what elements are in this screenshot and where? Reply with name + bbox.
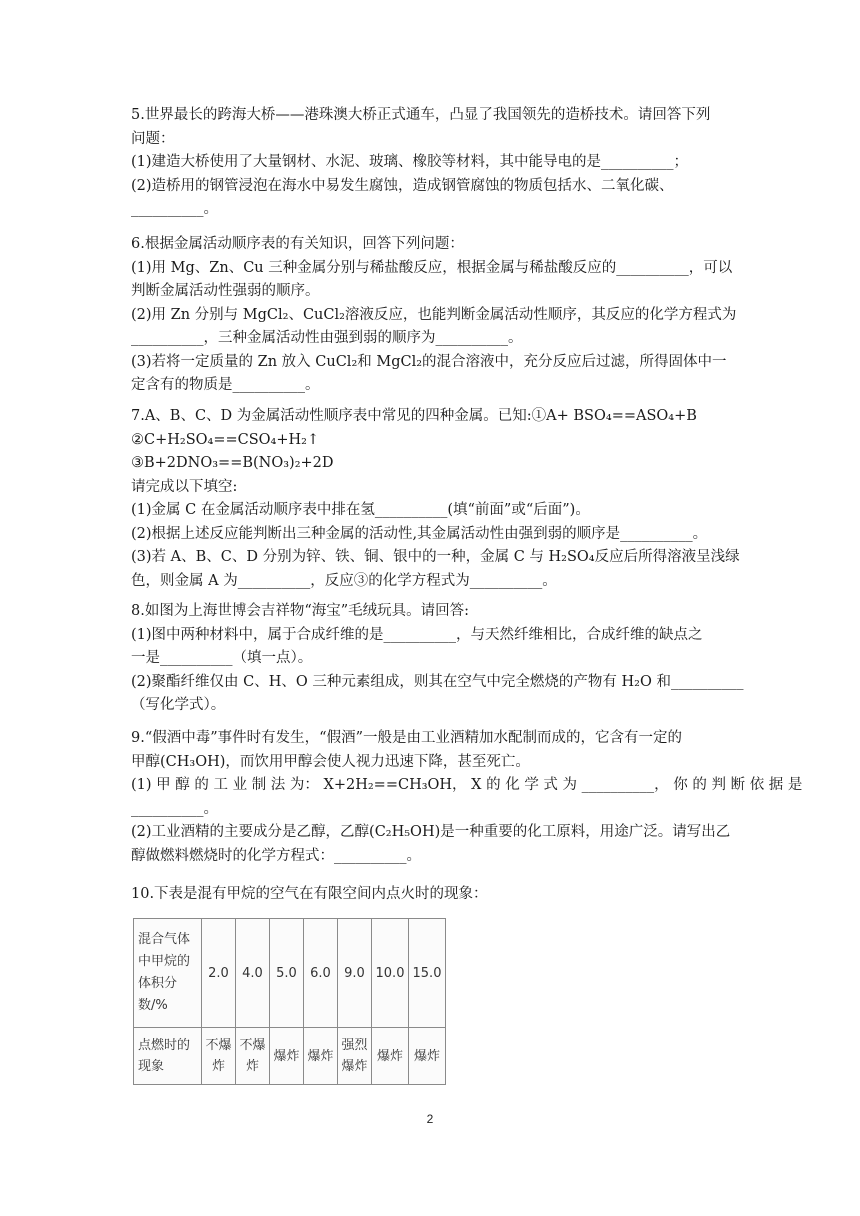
table-row	[134, 919, 446, 1028]
table-cell: 不爆炸	[236, 1028, 270, 1085]
table-cell: 爆炸	[372, 1028, 409, 1085]
table-cell: 2.0	[202, 919, 236, 1028]
question-5-part-2: (2)造桥用的钢管浸泡在海水中易发生腐蚀，造成钢管腐蚀的物质包括水、二氧化碳、	[131, 177, 674, 194]
question-6-part-3: (3)若将一定质量的 Zn 放入 CuCl₂和 MgCl₂的混合溶液中，充分反应后过滤，所得固体中一	[131, 353, 727, 370]
question-8-part-2-cont: （写化学式）。	[131, 697, 226, 713]
question-7-part-3-cont: 色，则金属 A 为__________，反应③的化学方程式为__________。	[131, 572, 557, 589]
question-9-text-cont: 甲醇(CH₃OH)，而饮用甲醇会使人视力迅速下降，甚至死亡。	[131, 753, 530, 770]
page-number: 2	[426, 1112, 434, 1126]
table-cell: 10.0	[372, 919, 409, 1028]
question-9-part-2: (2)工业酒精的主要成分是乙醇，乙醇(C₂H₅OH)是一种重要的化工原料，用途广泛。请写出乙	[131, 824, 731, 840]
question-9-part-2-cont: 醇做燃料燃烧时的化学方程式：__________。	[131, 847, 421, 864]
question-9-part-1: (1) 甲 醇 的 工 业 制 法 为： X+2H₂==CH₃OH， X 的 化 学 式 为 __________， 你 的 判 断 依 据 是	[131, 777, 803, 793]
table-cell: 强烈爆炸	[338, 1028, 372, 1085]
question-5-part-1: (1)建造大桥使用了大量钢材、水泥、玻璃、橡胶等材料，其中能导电的是__________；	[131, 154, 689, 170]
question-7-reaction-3: ③B+2DNO₃==B(NO₃)₂+2D	[131, 455, 334, 471]
question-6-part-1-cont: 判断金属活动性强弱的顺序。	[131, 283, 320, 299]
question-9-text: 9.“假酒中毒”事件时有发生，“假酒”一般是由工业酒精加水配制而成的，它含有一定的	[131, 730, 682, 746]
table-row	[134, 1028, 446, 1085]
question-5-text: 5.世界最长的跨海大桥——港珠澳大桥正式通车，凸显了我国领先的造桥技术。请回答下列	[131, 107, 711, 123]
question-6-part-2-cont: __________，三种金属活动性由强到弱的顺序为__________。	[131, 330, 523, 346]
question-8-part-1-cont: 一是__________（填一点）。	[131, 650, 313, 666]
question-7-part-1: (1)金属 C 在金属活动顺序表中排在氢__________(填“前面”或“后面”)。	[131, 502, 590, 518]
question-9	[131, 727, 803, 868]
table-cell: 9.0	[338, 919, 372, 1028]
question-7-instruction: 请完成以下填空:	[131, 478, 238, 495]
question-10-text: 10.下表是混有甲烷的空气在有限空间内点火时的现象：	[131, 886, 488, 902]
question-7-reaction-2: ②C+H₂SO₄==CSO₄+H₂↑	[131, 431, 320, 448]
question-8-part-1: (1)图中两种材料中，属于合成纤维的是__________，与天然纤维相比，合成纤维的缺点之	[131, 626, 703, 643]
table-cell: 15.0	[409, 919, 446, 1028]
question-7-part-2: (2)根据上述反应能判断出三种金属的活动性,其金属活动性由强到弱的顺序是__________。	[131, 525, 708, 542]
table-cell: 不爆炸	[202, 1028, 236, 1085]
question-7-part-3: (3)若 A、B、C、D 分别为锌、铁、铜、银中的一种，金属 C 与 H₂SO₄反应后所得溶液呈浅绿	[131, 549, 740, 565]
question-5-text: 问题：	[131, 130, 175, 147]
question-8-part-2: (2)聚酯纤维仅由 C、H、O 三种元素组成，则其在空气中完全燃烧的产物有 H₂O 和__________	[131, 673, 744, 690]
table-cell: 6.0	[304, 919, 338, 1028]
table-cell: 5.0	[270, 919, 304, 1028]
question-7-text: 7.A、B、C、D 为金属活动性顺序表中常见的四种金属。已知:①A+ BSO₄==ASO₄+B	[131, 408, 697, 424]
table-header-cell: 点燃时的现象	[134, 1028, 202, 1085]
question-6	[131, 233, 737, 398]
table-header-cell: 混合气体中甲烷的体积分数/%	[134, 919, 202, 1028]
question-6-part-2: (2)用 Zn 分别与 MgCl₂、CuCl₂溶液反应，也能判断金属活动性顺序，其反应的化学方程式为	[131, 306, 737, 323]
question-5-part-2-blank: __________。	[131, 201, 218, 217]
question-10	[131, 883, 731, 907]
question-6-text: 6.根据金属活动顺序表的有关知识，回答下列问题：	[131, 236, 464, 252]
table-cell: 爆炸	[304, 1028, 338, 1085]
question-8-text: 8.如图为上海世博会吉祥物“海宝”毛绒玩具。请回答:	[131, 603, 470, 619]
methane-explosion-table	[133, 918, 446, 1085]
question-8	[131, 600, 744, 718]
table-cell: 爆炸	[270, 1028, 304, 1085]
question-7	[131, 405, 740, 593]
question-6-part-1: (1)用 Mg、Zn、Cu 三种金属分别与稀盐酸反应，根据金属与稀盐酸反应的__________，可以	[131, 259, 733, 276]
table-cell: 爆炸	[409, 1028, 446, 1085]
question-9-part-1-cont: __________。	[131, 800, 218, 817]
question-5	[131, 104, 731, 222]
question-6-part-3-cont: 定含有的物质是__________。	[131, 377, 320, 393]
table-cell: 4.0	[236, 919, 270, 1028]
